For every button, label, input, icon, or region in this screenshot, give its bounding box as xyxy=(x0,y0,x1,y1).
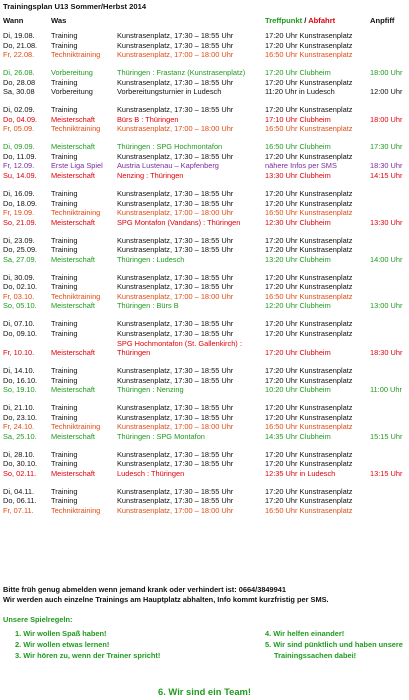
cell-meeting: 17:20 Uhr Kunstrasenplatz xyxy=(265,403,353,413)
cell-date: Do, 25.09. xyxy=(3,245,38,255)
cell-date: Di, 16.09. xyxy=(3,188,35,198)
cell-meeting: 17:20 Uhr Kunstrasenplatz xyxy=(265,105,353,115)
schedule-group xyxy=(0,31,409,60)
cell-meeting: 12:20 Uhr Clubheim xyxy=(265,301,331,311)
cell-meeting: 11:20 Uhr in Ludesch xyxy=(265,87,335,97)
cell-place: Kunstrasenplatz, 17:00 – 18:00 Uhr xyxy=(117,208,234,218)
notes xyxy=(3,585,329,604)
cell-date: Sa, 25.10. xyxy=(3,431,37,441)
table-row xyxy=(0,105,409,115)
cell-place: Kunstrasenplatz, 17:30 – 18:55 Uhr xyxy=(117,459,234,469)
rule-4: 4. Wir helfen einander! xyxy=(265,629,345,638)
cell-type: Techniktraining xyxy=(51,291,101,301)
cell-place: Thüringen : Frastanz (Kunstrasenplatz) xyxy=(117,68,246,78)
table-row xyxy=(0,385,409,395)
cell-meeting: 17:20 Uhr Kunstrasenplatz xyxy=(265,496,353,506)
cell-date: Do, 28.08 xyxy=(3,77,36,87)
cell-type: Meisterschaft xyxy=(51,348,95,358)
cell-date: Di, 04.11. xyxy=(3,486,35,496)
cell-date: Fr, 22.08. xyxy=(3,50,35,60)
cell-type: Training xyxy=(51,459,78,469)
schedule-group xyxy=(0,319,409,357)
cell-type: Meisterschaft xyxy=(51,385,95,395)
cell-meeting: 12:35 Uhr in Ludesch xyxy=(265,468,336,478)
cell-date: Fr, 12.09. xyxy=(3,161,35,171)
table-row xyxy=(0,366,409,376)
cell-place: Kunstrasenplatz, 17:00 – 18:00 Uhr xyxy=(117,506,234,516)
cell-type: Training xyxy=(51,328,78,338)
cell-place: Kunstrasenplatz, 17:00 – 18:00 Uhr xyxy=(117,422,234,432)
schedule-group xyxy=(0,236,409,265)
cell-place: Thüringen : SPG Montafon xyxy=(117,431,205,441)
cell-date: So, 21.09. xyxy=(3,217,37,227)
table-row xyxy=(0,199,409,209)
cell-place: Kunstrasenplatz, 17:30 – 18:55 Uhr xyxy=(117,198,234,208)
cell-kickoff: 17:30 Uhr xyxy=(370,142,403,152)
cell-kickoff: 18:30 Uhr xyxy=(370,161,403,171)
schedule-group xyxy=(0,366,409,395)
cell-place: Kunstrasenplatz, 17:30 – 18:55 Uhr xyxy=(117,40,234,50)
cell-date: So, 19.10. xyxy=(3,385,37,395)
rule-6: 6. Wir sind ein Team! xyxy=(158,686,251,697)
cell-meeting: 17:20 Uhr Kunstrasenplatz xyxy=(265,459,353,469)
cell-date: Do, 16.10. xyxy=(3,375,38,385)
schedule-group xyxy=(0,142,409,180)
cell-type: Techniktraining xyxy=(51,422,101,432)
cell-meeting: 17:20 Uhr Clubheim xyxy=(265,348,331,358)
page-title: Trainingsplan U13 Sommer/Herbst 2014 xyxy=(3,2,147,11)
cell-place: Vorbereitungsturnier in Ludesch xyxy=(117,87,222,97)
cell-date: Di, 02.09. xyxy=(3,105,35,115)
note-line-2: Wir werden auch einzelne Trainings am Hauptplatz abhalten, Info kommt kurzfristig per SMS. xyxy=(3,594,329,604)
cell-kickoff: 15:15 Uhr xyxy=(370,431,403,441)
cell-place: Kunstrasenplatz, 17:30 – 18:55 Uhr xyxy=(117,77,234,87)
cell-kickoff: 13:30 Uhr xyxy=(370,217,403,227)
table-row xyxy=(0,450,409,460)
table-row xyxy=(0,282,409,292)
cell-date: Fr, 19.09. xyxy=(3,208,35,218)
table-row xyxy=(0,115,409,125)
table-row xyxy=(0,236,409,246)
cell-place: Kunstrasenplatz, 17:30 – 18:55 Uhr xyxy=(117,31,234,40)
cell-kickoff: 12:00 Uhr xyxy=(370,87,403,97)
cell-place: Kunstrasenplatz, 17:30 – 18:55 Uhr xyxy=(117,366,234,375)
cell-meeting: 17:20 Uhr Kunstrasenplatz xyxy=(265,77,353,87)
table-row xyxy=(0,432,409,442)
cell-type: Training xyxy=(51,319,78,329)
cell-type: Training xyxy=(51,282,78,292)
cell-type: Training xyxy=(51,272,78,282)
cell-place: Kunstrasenplatz, 17:00 – 18:00 Uhr xyxy=(117,291,234,301)
table-row xyxy=(0,348,409,358)
cell-place: Kunstrasenplatz, 17:30 – 18:55 Uhr xyxy=(117,272,234,282)
cell-kickoff: 14:00 Uhr xyxy=(370,254,403,264)
cell-kickoff: 18:00 Uhr xyxy=(370,114,403,124)
cell-type: Meisterschaft xyxy=(51,431,95,441)
cell-type: Training xyxy=(51,151,78,161)
cell-meeting: 17:20 Uhr Kunstrasenplatz xyxy=(265,319,353,329)
cell-place: Kunstrasenplatz, 17:00 – 18:00 Uhr xyxy=(117,124,234,134)
cell-meeting: 17:20 Uhr Kunstrasenplatz xyxy=(265,486,353,496)
cell-place: Kunstrasenplatz, 17:30 – 18:55 Uhr xyxy=(117,412,234,422)
cell-place: Kunstrasenplatz, 17:30 – 18:55 Uhr xyxy=(117,151,234,161)
cell-type: Training xyxy=(51,375,78,385)
cell-place: Thüringen : Ludesch xyxy=(117,254,185,264)
cell-meeting: 13:30 Uhr Clubheim xyxy=(265,171,331,181)
cell-place: Kunstrasenplatz, 17:00 – 18:00 Uhr xyxy=(117,50,234,60)
table-header xyxy=(0,16,409,26)
cell-place: Kunstrasenplatz, 17:30 – 18:55 Uhr xyxy=(117,319,234,329)
cell-meeting: 17:20 Uhr Kunstrasenplatz xyxy=(265,366,353,375)
table-row xyxy=(0,459,409,469)
cell-type: Meisterschaft xyxy=(51,142,95,152)
cell-date: Fr, 10.10. xyxy=(3,348,35,358)
table-row xyxy=(0,142,409,152)
table-row xyxy=(0,339,409,349)
cell-meeting: 17:20 Uhr Kunstrasenplatz xyxy=(265,449,353,459)
cell-meeting: 16:50 Uhr Kunstrasenplatz xyxy=(265,50,353,60)
cell-date: Do, 21.08. xyxy=(3,40,38,50)
schedule-group xyxy=(0,450,409,479)
cell-meeting: 17:20 Uhr Clubheim xyxy=(265,68,331,78)
cell-type: Techniktraining xyxy=(51,124,101,134)
table-row xyxy=(0,319,409,329)
cell-meeting: 17:20 Uhr Kunstrasenplatz xyxy=(265,151,353,161)
cell-place: Thüringen : Nenzing xyxy=(117,385,184,395)
table-row xyxy=(0,161,409,171)
table-row xyxy=(0,506,409,516)
table-row xyxy=(0,124,409,134)
cell-kickoff: 11:00 Uhr xyxy=(370,385,402,395)
cell-date: Sa, 30.08 xyxy=(3,87,35,97)
cell-meeting: 16:50 Uhr Clubheim xyxy=(265,142,331,152)
cell-date: Do, 02.10. xyxy=(3,282,38,292)
cell-date: Di, 21.10. xyxy=(3,403,35,413)
cell-place: Thüringen : SPG Hochmontafon xyxy=(117,142,223,152)
cell-place: Nenzing : Thüringen xyxy=(117,171,184,181)
cell-meeting: 17:20 Uhr Kunstrasenplatz xyxy=(265,328,353,338)
cell-meeting: 17:20 Uhr Kunstrasenplatz xyxy=(265,198,353,208)
cell-date: Su, 14.09. xyxy=(3,171,37,181)
cell-date: Do, 06.11. xyxy=(3,496,37,506)
header-treffpunkt-abfahrt xyxy=(265,16,335,25)
rule-5a: 5. Wir sind pünktlich und haben unsere xyxy=(265,640,403,649)
cell-place: Austria Lustenau – Kapfenberg xyxy=(117,161,219,171)
cell-date: Di, 26.08. xyxy=(3,68,35,78)
cell-date: Do, 09.10. xyxy=(3,328,38,338)
cell-type: Training xyxy=(51,412,78,422)
schedule-group xyxy=(0,487,409,516)
cell-place: Ludesch : Thüringen xyxy=(117,468,185,478)
table-row xyxy=(0,152,409,162)
rule-2: 2. Wir wollen etwas lernen! xyxy=(15,640,110,649)
cell-date: So, 02.11. xyxy=(3,468,37,478)
table-row xyxy=(0,171,409,181)
cell-meeting: nähere Infos per SMS xyxy=(265,161,337,171)
cell-meeting: 17:20 Uhr Kunstrasenplatz xyxy=(265,272,353,282)
cell-meeting: 17:20 Uhr Kunstrasenplatz xyxy=(265,282,353,292)
cell-type: Training xyxy=(51,449,78,459)
cell-meeting: 12:30 Uhr Clubheim xyxy=(265,217,331,227)
table-row xyxy=(0,422,409,432)
cell-date: Di, 07.10. xyxy=(3,319,35,329)
cell-date: Fr, 07.11. xyxy=(3,506,34,516)
cell-date: Fr, 05.09. xyxy=(3,124,35,134)
cell-place: Kunstrasenplatz, 17:30 – 18:55 Uhr xyxy=(117,375,234,385)
cell-type: Meisterschaft xyxy=(51,301,95,311)
cell-date: So, 05.10. xyxy=(3,301,37,311)
cell-type: Training xyxy=(51,198,78,208)
schedule-group xyxy=(0,189,409,227)
header-wann: Wann xyxy=(3,16,24,25)
cell-type: Training xyxy=(51,245,78,255)
rule-1: 1. Wir wollen Spaß haben! xyxy=(15,629,107,638)
schedule-group xyxy=(0,105,409,134)
table-row xyxy=(0,50,409,60)
cell-type: Erste Liga Spiel xyxy=(51,161,103,171)
cell-meeting: 16:50 Uhr Kunstrasenplatz xyxy=(265,124,353,134)
note-line-1: Bitte früh genug abmelden wenn jemand krank oder verhindert ist: 0664/3849941 xyxy=(3,585,286,594)
cell-type: Techniktraining xyxy=(51,506,101,516)
cell-meeting: 14:35 Uhr Clubheim xyxy=(265,431,331,441)
table-row xyxy=(0,487,409,497)
table-row xyxy=(0,329,409,339)
cell-type: Training xyxy=(51,105,78,115)
table-row xyxy=(0,469,409,479)
cell-date: Do, 11.09. xyxy=(3,151,37,161)
cell-place: Bürs B : Thüringen xyxy=(117,114,179,124)
table-row xyxy=(0,376,409,386)
cell-place: Kunstrasenplatz, 17:30 – 18:55 Uhr xyxy=(117,496,234,506)
cell-meeting: 17:20 Uhr Kunstrasenplatz xyxy=(265,375,353,385)
rules-title: Unsere Spielregeln: xyxy=(3,615,73,624)
cell-place: Kunstrasenplatz, 17:30 – 18:55 Uhr xyxy=(117,486,234,496)
cell-kickoff: 14:15 Uhr xyxy=(370,171,403,181)
schedule-group xyxy=(0,68,409,97)
schedule-group xyxy=(0,273,409,311)
cell-type: Meisterschaft xyxy=(51,254,95,264)
cell-place: Thüringen : Bürs B xyxy=(117,301,179,311)
cell-meeting: 16:50 Uhr Kunstrasenplatz xyxy=(265,506,353,516)
cell-place: Kunstrasenplatz, 17:30 – 18:55 Uhr xyxy=(117,449,234,459)
cell-date: Di, 30.09. xyxy=(3,272,35,282)
table-row xyxy=(0,218,409,228)
cell-date: Do, 23.10. xyxy=(3,412,38,422)
cell-date: Fr, 03.10. xyxy=(3,291,35,301)
cell-place: Kunstrasenplatz, 17:30 – 18:55 Uhr xyxy=(117,245,234,255)
header-treffpunkt: Treffpunkt xyxy=(265,16,303,25)
cell-type: Training xyxy=(51,486,78,496)
cell-meeting: 17:20 Uhr Kunstrasenplatz xyxy=(265,188,353,198)
schedule-table xyxy=(0,31,409,524)
table-row xyxy=(0,413,409,423)
cell-place: SPG Hochmontafon (St. Gallenkirch) : xyxy=(117,338,242,348)
cell-kickoff: 18:00 Uhr xyxy=(370,68,403,78)
cell-date: Do, 18.09. xyxy=(3,198,38,208)
cell-meeting: 17:20 Uhr Kunstrasenplatz xyxy=(265,40,353,50)
cell-type: Meisterschaft xyxy=(51,114,95,124)
cell-date: Di, 23.09. xyxy=(3,235,35,245)
cell-type: Training xyxy=(51,31,78,40)
table-row xyxy=(0,255,409,265)
cell-kickoff: 18:30 Uhr xyxy=(370,348,403,358)
cell-type: Techniktraining xyxy=(51,208,101,218)
cell-meeting: 10:20 Uhr Clubheim xyxy=(265,385,331,395)
table-row xyxy=(0,87,409,97)
cell-type: Training xyxy=(51,188,78,198)
cell-date: Di, 09.09. xyxy=(3,142,35,152)
cell-type: Training xyxy=(51,403,78,413)
table-row xyxy=(0,496,409,506)
table-row xyxy=(0,189,409,199)
cell-type: Techniktraining xyxy=(51,50,101,60)
cell-date: Di, 28.10. xyxy=(3,449,35,459)
cell-type: Vorbereitung xyxy=(51,87,93,97)
cell-type: Training xyxy=(51,366,78,375)
header-abfahrt: Abfahrt xyxy=(308,16,336,25)
cell-meeting: 16:50 Uhr Kunstrasenplatz xyxy=(265,422,353,432)
cell-place: Kunstrasenplatz, 17:30 – 18:55 Uhr xyxy=(117,235,234,245)
cell-place: Thüringen xyxy=(117,348,151,358)
cell-meeting: 16:50 Uhr Kunstrasenplatz xyxy=(265,291,353,301)
cell-kickoff: 13:00 Uhr xyxy=(370,301,403,311)
cell-place: Kunstrasenplatz, 17:30 – 18:55 Uhr xyxy=(117,282,234,292)
cell-date: Sa, 27.09. xyxy=(3,254,37,264)
cell-type: Training xyxy=(51,77,78,87)
table-row xyxy=(0,301,409,311)
header-was: Was xyxy=(51,16,67,25)
cell-date: Di, 14.10. xyxy=(3,366,35,375)
cell-place: Kunstrasenplatz, 17:30 – 18:55 Uhr xyxy=(117,188,234,198)
cell-place: Kunstrasenplatz, 17:30 – 18:55 Uhr xyxy=(117,403,234,413)
table-row xyxy=(0,403,409,413)
table-row xyxy=(0,31,409,41)
cell-place: SPG Montafon (Vandans) : Thüringen xyxy=(117,217,241,227)
cell-type: Meisterschaft xyxy=(51,217,95,227)
cell-date: Do, 04.09. xyxy=(3,114,38,124)
cell-date: Do, 30.10. xyxy=(3,459,38,469)
cell-meeting: 17:20 Uhr Kunstrasenplatz xyxy=(265,245,353,255)
cell-type: Training xyxy=(51,235,78,245)
cell-meeting: 17:20 Uhr Kunstrasenplatz xyxy=(265,235,353,245)
cell-type: Meisterschaft xyxy=(51,171,95,181)
cell-kickoff: 13:15 Uhr xyxy=(370,468,403,478)
rule-3: 3. Wir hören zu, wenn der Trainer spricht! xyxy=(15,651,161,660)
table-row xyxy=(0,245,409,255)
cell-date: Di, 19.08. xyxy=(3,31,35,40)
table-row xyxy=(0,273,409,283)
cell-type: Training xyxy=(51,40,78,50)
cell-place: Kunstrasenplatz, 17:30 – 18:55 Uhr xyxy=(117,328,234,338)
table-row xyxy=(0,292,409,302)
header-slash: / xyxy=(302,16,309,25)
cell-type: Training xyxy=(51,496,78,506)
schedule-group xyxy=(0,403,409,441)
table-row xyxy=(0,78,409,88)
header-anpfiff: Anpfiff xyxy=(370,16,395,25)
table-row xyxy=(0,41,409,51)
cell-date: Fr, 24.10. xyxy=(3,422,35,432)
cell-meeting: 17:20 Uhr Kunstrasenplatz xyxy=(265,412,353,422)
table-row xyxy=(0,208,409,218)
cell-meeting: 17:20 Uhr Kunstrasenplatz xyxy=(265,31,353,40)
rule-5b: Trainingssachen dabei! xyxy=(274,651,357,660)
cell-type: Meisterschaft xyxy=(51,468,95,478)
table-row xyxy=(0,68,409,78)
cell-meeting: 13:20 Uhr Clubheim xyxy=(265,254,331,264)
cell-type: Vorbereitung xyxy=(51,68,93,78)
cell-meeting: 16:50 Uhr Kunstrasenplatz xyxy=(265,208,353,218)
cell-place: Kunstrasenplatz, 17:30 – 18:55 Uhr xyxy=(117,105,234,115)
cell-meeting: 17:10 Uhr Clubheim xyxy=(265,114,331,124)
